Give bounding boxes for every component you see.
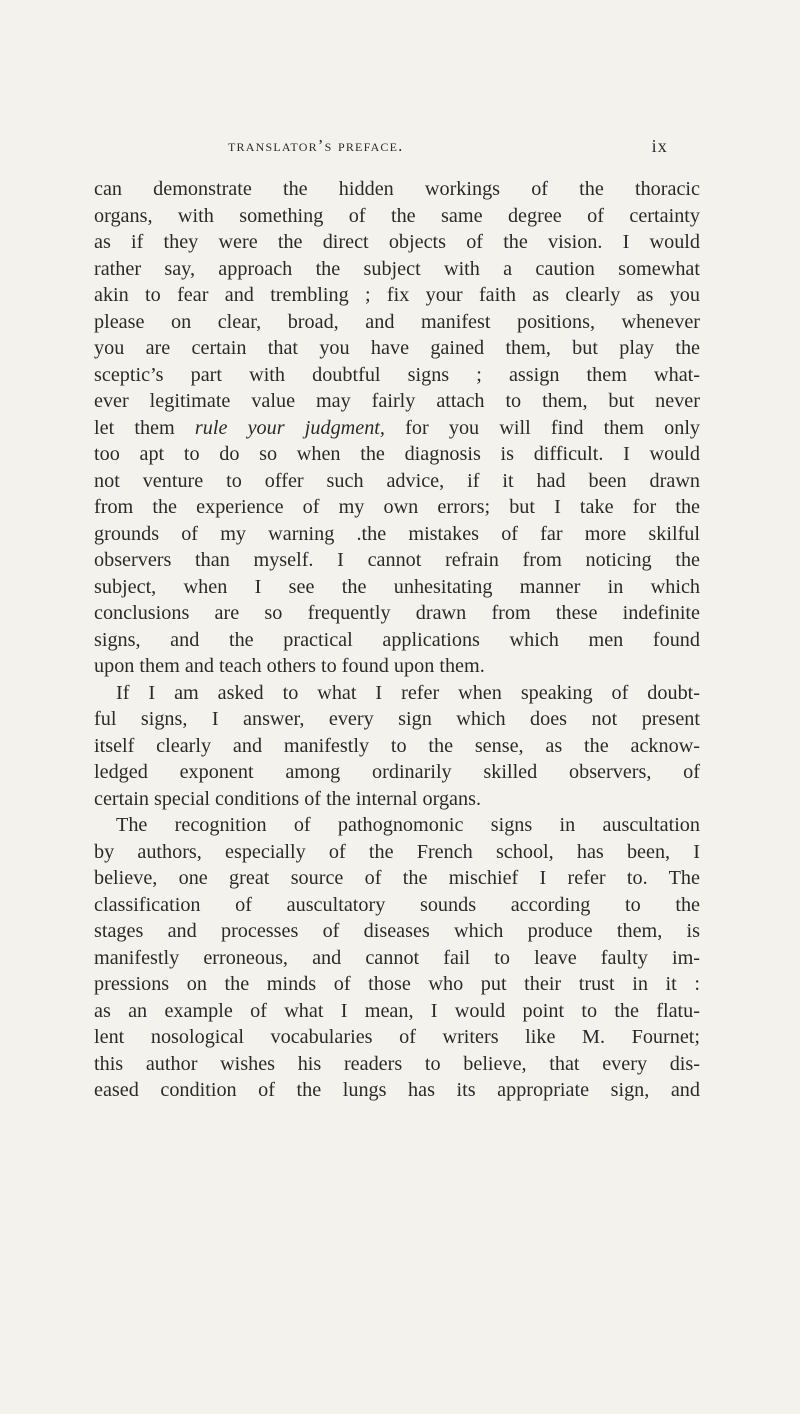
text-line: please on clear, broad, and manifest positions, whenever [94,310,700,333]
text-line: observers than myself. I cannot refrain from noticing the [94,549,700,571]
text-line: signs, and the practical applications which men found [94,628,700,651]
text-line: ever legitimate value may fairly attach to them, but never [94,390,700,412]
text-line: ful signs, I answer, every sign which does not present [94,708,700,730]
paragraph-start-line: If I am asked to what I refer when speaking of doubt- [116,681,700,704]
body-text [94,176,700,1104]
text-line: conclusions are so frequently drawn from these indefinite [94,602,700,624]
text-line: as an example of what I mean, I would point to the flatu- [94,999,700,1022]
text-run: let them [94,416,195,439]
page-number: ix [651,136,668,156]
text-line: by authors, especially of the French school, has been, I [94,840,700,863]
text-line: subject, when I see the unhesitating manner in which [94,575,700,598]
text-line: manifestly erroneous, and cannot fail to leave faulty im- [94,946,700,969]
text-run: for you will find them only [384,416,701,439]
running-head-title: translator’s preface. [228,136,404,155]
text-line: believe, one great source of the mischief I refer to. The [94,867,700,889]
paragraph-start-line: The recognition of pathognomonic signs in auscultation [116,814,700,836]
text-line: grounds of my warning .the mistakes of far more skilful [94,522,700,545]
paragraph-end-line: certain special conditions of the internal organs. [94,787,481,810]
text-line: not venture to offer such advice, if it had been drawn [94,469,700,492]
text-line: ledged exponent among ordinarily skilled observers, of [94,761,700,783]
text-line: as if they were the direct objects of the vision. I would [94,231,700,253]
emphasis-text: rule your judgment, [194,416,385,439]
paragraph-end-line: upon them and teach others to found upon them. [94,655,485,677]
text-line: lent nosological vocabularies of writers like M. Fournet; [94,1026,700,1048]
text-line: itself clearly and manifestly to the sense, as the acknow- [94,734,700,757]
text-line: akin to fear and trembling ; fix your faith as clearly as you [94,284,700,306]
text-line-with-emphasis [94,415,700,442]
text-line: from the experience of my own errors; but I take for the [94,496,700,518]
running-head [198,136,668,164]
text-line: pressions on the minds of those who put their trust in it : [94,973,700,995]
text-line: too apt to do so when the diagnosis is difficult. I would [94,443,700,465]
text-line: classification of auscultatory sounds according to the [94,893,700,916]
text-line: you are certain that you have gained them, but play the [94,337,700,359]
text-line: rather say, approach the subject with a caution somewhat [94,257,700,280]
text-line: sceptic’s part with doubtful signs ; assign them what- [94,363,700,386]
text-line: stages and processes of diseases which produce them, is [94,920,700,942]
text-line: organs, with something of the same degree of certainty [94,204,700,227]
text-line: this author wishes his readers to believe, that every dis- [94,1052,700,1075]
text-line: eased condition of the lungs has its appropriate sign, and [94,1079,700,1101]
text-line: can demonstrate the hidden workings of the thoracic [94,178,700,200]
